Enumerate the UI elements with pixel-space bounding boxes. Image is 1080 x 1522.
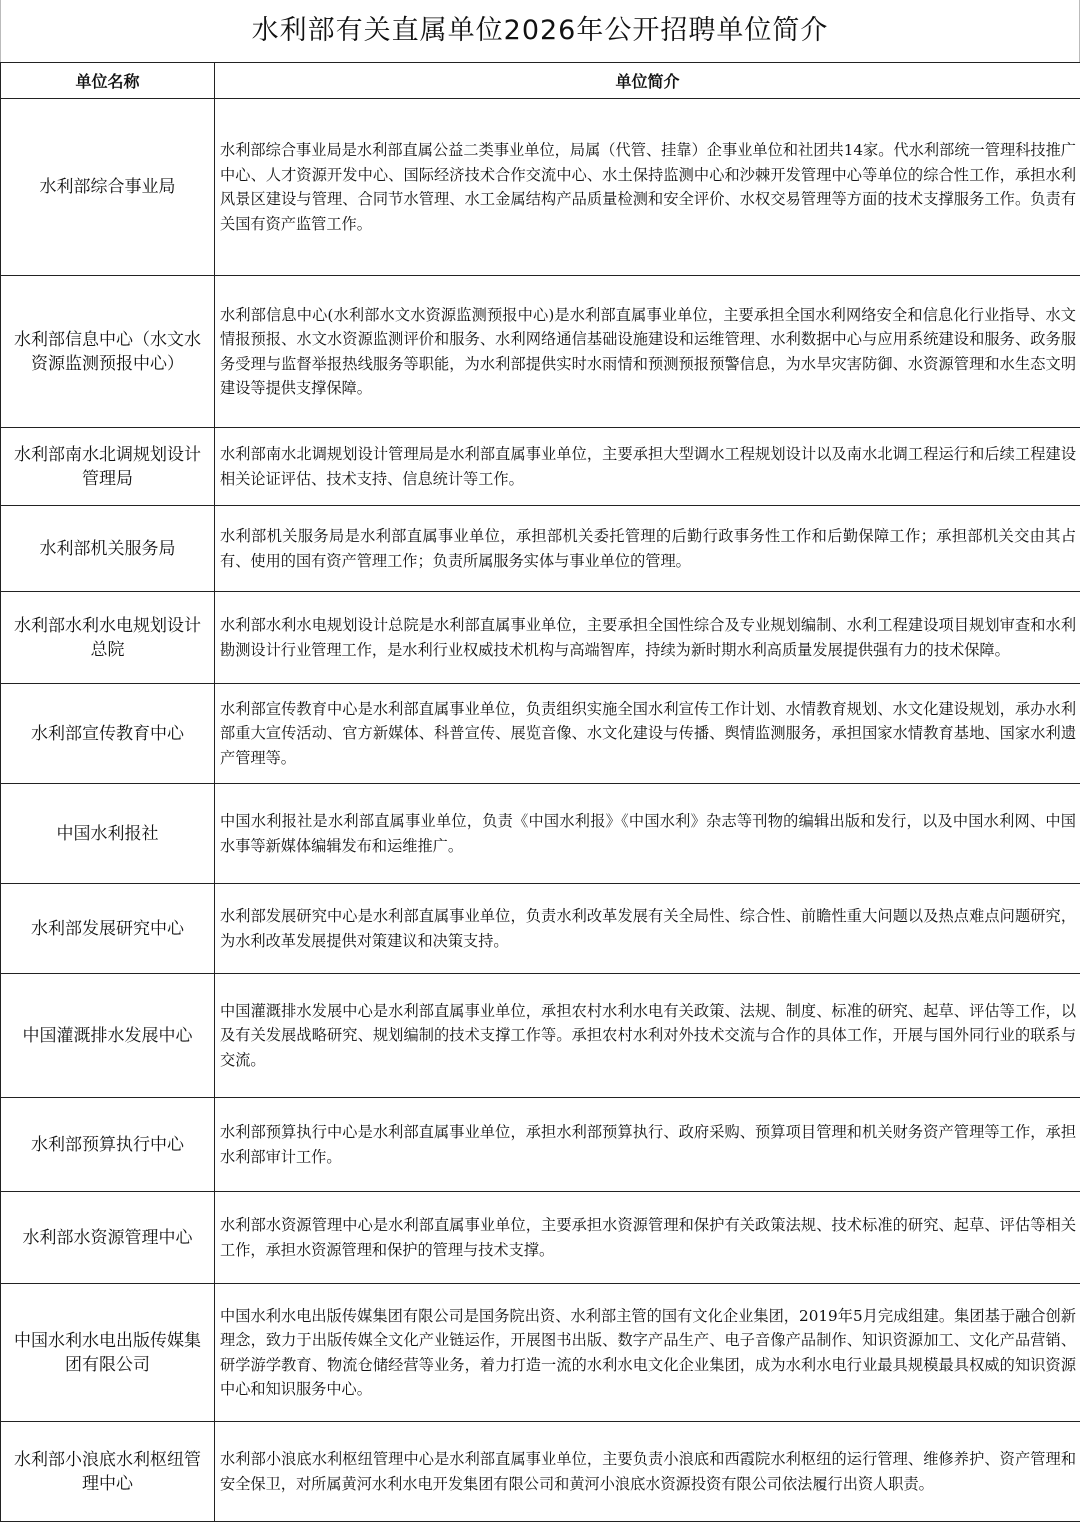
unit-name: 水利部小浪底水利枢纽管理中心 [1, 1422, 215, 1522]
unit-name: 中国灌溉排水发展中心 [1, 974, 215, 1098]
table-row [1, 1422, 1080, 1522]
unit-description: 水利部发展研究中心是水利部直属事业单位，负责水利改革发展有关全局性、综合性、前瞻性重大问题以及热点难点问题研究，为水利改革发展提供对策建议和决策支持。 [215, 884, 1080, 974]
unit-description: 水利部信息中心(水利部水文水资源监测预报中心)是水利部直属事业单位，主要承担全国水利网络安全和信息化行业指导、水文情报预报、水文水资源监测评价和服务、水利网络通信基础设施建设和运维管理、水利数据中心与应用系统建设和服务、政务服务受理与监督举报热线服务等职能，为水利部提供实时水雨情和预测预报预警信息，为水旱灾害防御、水资源管理和水生态文明建设等提供支撑保障。 [215, 276, 1080, 428]
unit-description: 中国水利报社是水利部直属事业单位，负责《中国水利报》《中国水利》杂志等刊物的编辑出版和发行，以及中国水利网、中国水事等新媒体编辑发布和运维推广。 [215, 784, 1080, 884]
table-row [1, 884, 1080, 974]
table-row [1, 1192, 1080, 1284]
unit-description: 水利部宣传教育中心是水利部直属事业单位，负责组织实施全国水利宣传工作计划、水情教育规划、水文化建设规划，承办水利部重大宣传活动、官方新媒体、科普宣传、展览音像、水文化建设与传播、舆情监测服务，承担国家水情教育基地、国家水利遗产管理等。 [215, 684, 1080, 784]
unit-description: 水利部水利水电规划设计总院是水利部直属事业单位，主要承担全国性综合及专业规划编制、水利工程建设项目规划审查和水利勘测设计行业管理工作，是水利行业权威技术机构与高端智库，持续为新时期水利高质量发展提供强有力的技术保障。 [215, 592, 1080, 684]
unit-description: 水利部预算执行中心是水利部直属事业单位，承担水利部预算执行、政府采购、预算项目管理和机关财务资产管理等工作，承担水利部审计工作。 [215, 1098, 1080, 1192]
unit-description: 中国灌溉排水发展中心是水利部直属事业单位，承担农村水利水电有关政策、法规、制度、标准的研究、起草、评估等工作，以及有关发展战略研究、规划编制的技术支撑工作等。承担农村水利对外技术交流与合作的具体工作，开展与国外同行业的联系与交流。 [215, 974, 1080, 1098]
table-row [1, 428, 1080, 506]
unit-name: 水利部宣传教育中心 [1, 684, 215, 784]
table-row [1, 276, 1080, 428]
table-row [1, 99, 1080, 276]
unit-name: 水利部南水北调规划设计管理局 [1, 428, 215, 506]
table-row [1, 784, 1080, 884]
unit-name: 水利部机关服务局 [1, 506, 215, 592]
header-unit-intro: 单位简介 [215, 63, 1080, 99]
table-row [1, 974, 1080, 1098]
table-row [1, 506, 1080, 592]
unit-description: 中国水利水电出版传媒集团有限公司是国务院出资、水利部主管的国有文化企业集团，2019年5月完成组建。集团基于融合创新理念，致力于出版传媒全文化产业链运作，开展图书出版、数字产品生产、电子音像产品制作、知识资源加工、文化产品营销、研学游学教育、物流仓储经营等业务，着力打造一流的水利水电文化企业集团，成为水利水电行业最具规模最具权威的知识资源中心和知识服务中心。 [215, 1284, 1080, 1422]
unit-name: 水利部预算执行中心 [1, 1098, 215, 1192]
unit-name: 水利部综合事业局 [1, 99, 215, 276]
unit-description: 水利部南水北调规划设计管理局是水利部直属事业单位，主要承担大型调水工程规划设计以及南水北调工程运行和后续工程建设相关论证评估、技术支持、信息统计等工作。 [215, 428, 1080, 506]
unit-description: 水利部小浪底水利枢纽管理中心是水利部直属事业单位，主要负责小浪底和西霞院水利枢纽的运行管理、维修养护、资产管理和安全保卫，对所属黄河水利水电开发集团有限公司和黄河小浪底水资源投资有限公司依法履行出资人职责。 [215, 1422, 1080, 1522]
table-row [1, 592, 1080, 684]
unit-name: 水利部信息中心（水文水资源监测预报中心） [1, 276, 215, 428]
header-unit-name: 单位名称 [1, 63, 215, 99]
unit-name: 中国水利水电出版传媒集团有限公司 [1, 1284, 215, 1422]
table-header-row [1, 63, 1080, 99]
unit-description: 水利部综合事业局是水利部直属公益二类事业单位，局属（代管、挂靠）企事业单位和社团共14家。代水利部统一管理科技推广中心、人才资源开发中心、国际经济技术合作交流中心、水土保持监测中心和沙棘开发管理中心等单位的综合性工作，承担水利风景区建设与管理、合同节水管理、水工金属结构产品质量检测和安全评价、水权交易管理等方面的技术支撑服务工作。负责有关国有资产监管工作。 [215, 99, 1080, 276]
table-row [1, 1284, 1080, 1422]
table-row [1, 684, 1080, 784]
table-row [1, 1098, 1080, 1192]
document-title: 水利部有关直属单位2026年公开招聘单位简介 [0, 0, 1080, 62]
unit-table [0, 62, 1080, 1522]
unit-name: 水利部水利水电规划设计总院 [1, 592, 215, 684]
unit-name: 水利部发展研究中心 [1, 884, 215, 974]
unit-name: 水利部水资源管理中心 [1, 1192, 215, 1284]
unit-description: 水利部水资源管理中心是水利部直属事业单位，主要承担水资源管理和保护有关政策法规、技术标准的研究、起草、评估等相关工作，承担水资源管理和保护的管理与技术支撑。 [215, 1192, 1080, 1284]
unit-name: 中国水利报社 [1, 784, 215, 884]
unit-description: 水利部机关服务局是水利部直属事业单位，承担部机关委托管理的后勤行政事务性工作和后勤保障工作；承担部机关交由其占有、使用的国有资产管理工作；负责所属服务实体与事业单位的管理。 [215, 506, 1080, 592]
